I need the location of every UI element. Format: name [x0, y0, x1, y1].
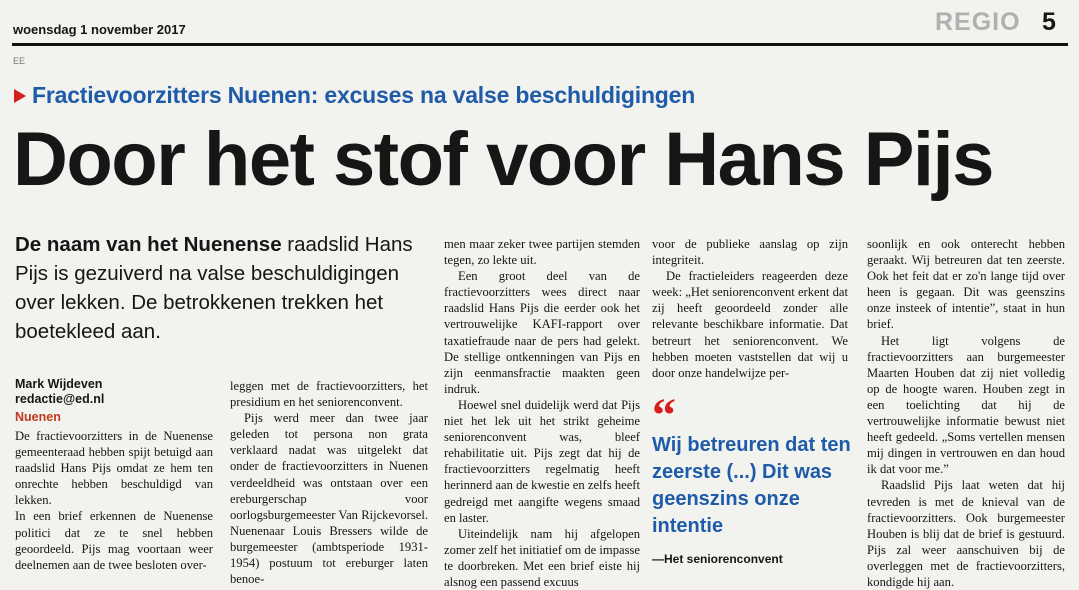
paragraph: leggen met de fractievoorzitters, het presidium en het seniorenconvent. — [230, 379, 428, 410]
paragraph: voor de publieke aanslag op zijn integriteit. — [652, 237, 848, 268]
kicker — [14, 82, 695, 109]
quote-mark-icon: “ — [652, 389, 676, 442]
body-column-4 — [652, 236, 848, 381]
headline: Door het stof voor Hans Pijs — [13, 117, 993, 202]
edition-code: EE — [13, 56, 26, 66]
header-rule — [12, 43, 1068, 46]
paragraph: Een groot deel van de fractievoorzitters wees direct naar raadslid Hans Pijs die eerder ook het vertrouwelijke KAFI-rapport over taxatiefraude naar de pers had gelekt. De stellige ontkenningen van Pijs en zijn eenmansfractie maakten geen indruk. — [444, 269, 640, 396]
paragraph: soonlijk en ook onterecht hebben geraakt. Wij betreuren dat ten zeerste. Ook het feit dat er zo'n lange tijd over heen is gegaan. Dit was geenszins onze insteek of intentie”, staat in hun brief. — [867, 237, 1065, 332]
quote-source: —Het seniorenconvent — [652, 552, 783, 566]
paragraph: Het ligt volgens de fractievoorzitters aan burgemeester Maarten Houben dat zij niet volledig op de hoogte waren. Houben zegt in een toelichting dat hij de vertrouwelijke informatie bewust niet heeft gedeeld. „Soms vertellen mensen mij dingen in vertrouwen en dan houd ik dat voor me.” — [867, 333, 1065, 477]
intro-bold: De naam van het Nuenense — [15, 233, 282, 256]
paragraph: Hoewel snel duidelijk werd dat Pijs niet het lek uit het strikt geheime seniorenconvent was, bleef rehabilitatie uit. Pijs zegt dat hij de fractievoorzitters regelmatig heeft herinnerd aan de kwestie en zelfs heeft gedreigd met aangifte wegens smaad en laster. — [444, 397, 640, 525]
pull-quote: Wij betreuren dat ten zeerste (...) Dit was geenszins onze intentie — [652, 434, 851, 537]
author-name: Mark Wijdeven — [15, 377, 103, 391]
publication-date: woensdag 1 november 2017 — [13, 22, 186, 37]
author-email[interactable]: redactie@ed.nl — [15, 392, 105, 406]
paragraph: Uiteindelijk nam hij afgelopen zomer zelf het initiatief om de impasse te doorbreken. Met een brief eiste hij alsnog een passend excuus — [444, 526, 640, 589]
paragraph: men maar zeker twee partijen stemden tegen, zo lekte uit. — [444, 237, 640, 268]
intro-rest: raadslid Hans Pijs is gezuiverd na valse beschuldigingen over lekken. De betrokkenen trekken het boetekleed aan. — [15, 233, 413, 343]
intro-text — [15, 230, 433, 346]
section-label: REGIO — [935, 8, 1021, 36]
dateline: Nuenen — [15, 410, 61, 424]
paragraph: De fractievoorzitters in de Nuenense gemeenteraad hebben spijt betuigd aan raadslid Hans Pijs omdat ze hem ten onrechte hebben beschuldigd van lekken. — [15, 429, 213, 508]
paragraph: Pijs werd meer dan twee jaar geleden tot persona non grata verklaard nadat was uitgelekt dat onder de fractievoorzitters in Nuenen verdeeldheid was ontstaan over een ereburgerschap voor oorlogsburgemeester Van Rijckevorsel. Nuenenaar Louis Bressers wilde de burgemeester (ambtsperiode 1931-1954) postuum tot ereburger laten benoe- — [230, 411, 428, 587]
kicker-text: Fractievoorzitters Nuenen: excuses na valse beschuldigingen — [32, 82, 696, 108]
body-column-3 — [444, 236, 640, 590]
paragraph: De fractieleiders reageerden deze week: „Het seniorenconvent erkent dat zij heeft geoordeeld zonder alle relevante beschikbare informatie. Dat betreurt het seniorenconvent. We hebben moeten vaststellen dat wij u door onze handelwijze per- — [652, 269, 848, 380]
page-number: 5 — [1042, 8, 1056, 36]
body-column-1 — [15, 428, 213, 573]
body-column-2 — [230, 378, 428, 587]
body-column-5 — [867, 236, 1065, 590]
arrow-marker-icon — [14, 89, 26, 103]
paragraph: Raadslid Pijs laat weten dat hij tevreden is met de knieval van de fractievoorzitters. Ook burgemeester Houben is blij dat de brief is gestuurd. Pijs zal weer aanschuiven bij de overleggen met de fractievoorzitters, kondigde hij aan. — [867, 478, 1065, 589]
paragraph: In een brief erkennen de Nuenense politici dat ze te snel hebben geoordeeld. Pijs mag voortaan weer deelnemen aan de twee besloten over- — [15, 509, 213, 572]
